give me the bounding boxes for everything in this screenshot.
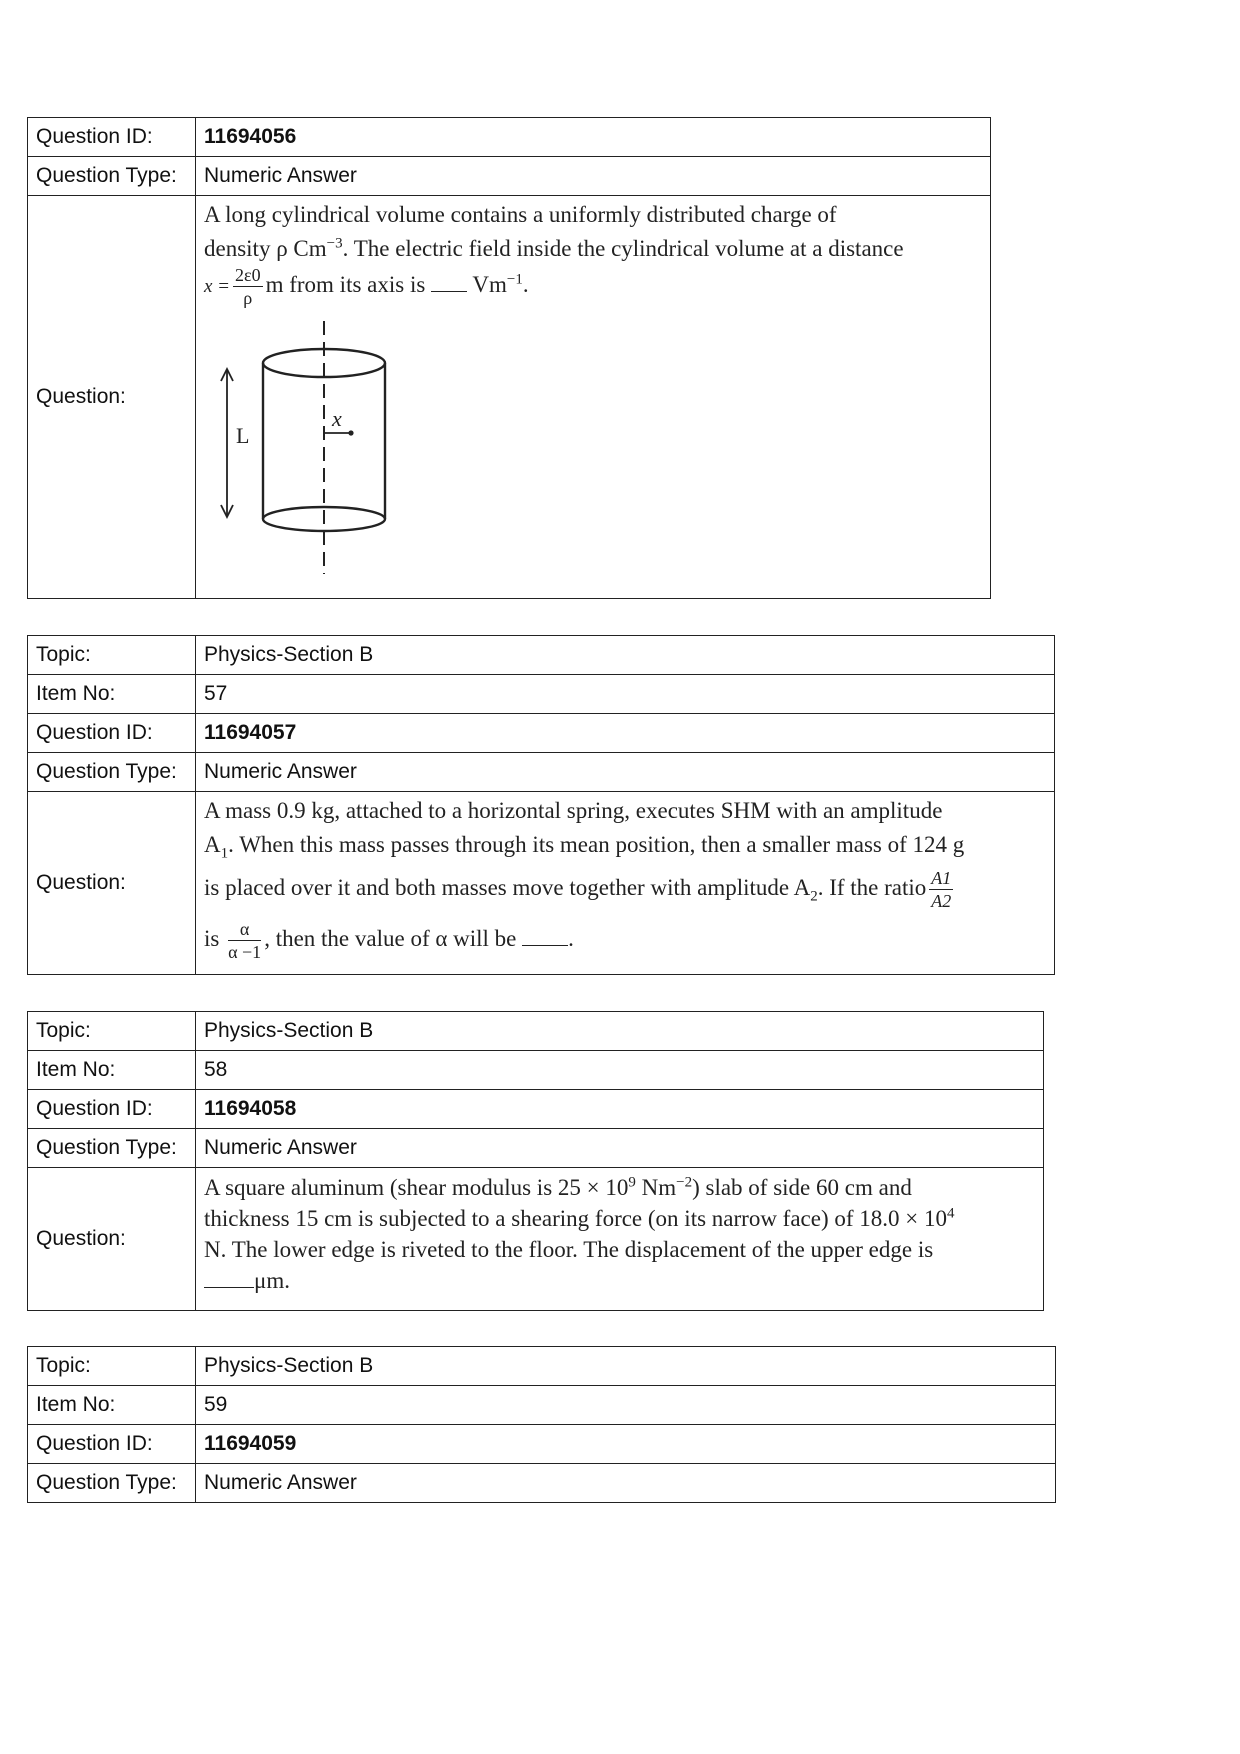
item-no-label: Item No:: [28, 675, 196, 714]
question-label: Question:: [28, 1168, 196, 1311]
item-no-value: 59: [196, 1386, 1056, 1425]
question-line: . When this mass passes through its mean position, then a smaller mass of 124 g: [228, 832, 965, 857]
item-no-label: Item No:: [28, 1051, 196, 1090]
item-no-value: 57: [196, 675, 1055, 714]
question-id-label: Question ID:: [28, 1425, 196, 1464]
question-text: [204, 198, 982, 307]
question-type-value: Numeric Answer: [196, 1129, 1044, 1168]
subscript: 1: [220, 845, 229, 862]
question-text: [204, 1172, 1035, 1296]
fraction: [233, 266, 263, 307]
question-id-label: Question ID:: [28, 118, 196, 157]
period: .: [522, 272, 529, 297]
fraction-denominator: ρ: [243, 288, 253, 309]
fraction-numerator: A1: [931, 868, 952, 889]
superscript: −2: [676, 1174, 693, 1191]
question-id-value: 11694058: [196, 1090, 1044, 1129]
question-line: A: [204, 832, 221, 857]
question-line: A square aluminum (shear modulus is 25 × 10: [204, 1175, 629, 1200]
question-body: [196, 1168, 1044, 1311]
question-type-value: Numeric Answer: [196, 157, 991, 196]
question-body: [196, 792, 1055, 975]
question-line: is: [204, 926, 220, 951]
question-id-value: 11694057: [196, 714, 1055, 753]
superscript: 4: [947, 1205, 955, 1222]
question-type-label: Question Type:: [28, 1464, 196, 1503]
superscript: −3: [326, 235, 343, 252]
label-x: x: [332, 406, 342, 432]
question-line: Nm: [635, 1175, 677, 1200]
question-line: m from its axis is: [265, 272, 426, 297]
item-no-value: 58: [196, 1051, 1044, 1090]
answer-blank: [204, 1286, 254, 1288]
fraction-numerator: α: [228, 920, 261, 941]
question-line: ) slab of side 60 cm and: [692, 1175, 912, 1200]
question-id-label: Question ID:: [28, 714, 196, 753]
fraction-denominator: A2: [931, 891, 952, 912]
unit: μm.: [254, 1268, 290, 1293]
question-text: [204, 794, 1046, 964]
question-type-label: Question Type:: [28, 753, 196, 792]
question-line: A mass 0.9 kg, attached to a horizontal spring, executes SHM with an amplitude: [204, 798, 943, 823]
question-line: is placed over it and both masses move together with amplitude A: [204, 875, 811, 900]
x-arrow-point: [348, 431, 353, 436]
question-table-2: [27, 635, 1055, 975]
period: .: [568, 926, 574, 951]
variable-x: x =: [204, 276, 231, 297]
item-no-label: Item No:: [28, 1386, 196, 1425]
topic-label: Topic:: [28, 1012, 196, 1051]
question-line: density ρ Cm: [204, 236, 327, 261]
question-line: thickness 15 cm is subjected to a shearing force (on its narrow face) of 18.0 × 10: [204, 1206, 947, 1231]
answer-blank: [522, 944, 568, 946]
question-label: Question:: [28, 792, 196, 975]
question-type-value: Numeric Answer: [196, 1464, 1056, 1503]
question-label: Question:: [28, 196, 196, 599]
question-line: N. The lower edge is riveted to the floor. The displacement of the upper edge is: [204, 1237, 934, 1262]
topic-label: Topic:: [28, 1347, 196, 1386]
question-table-4: [27, 1346, 1056, 1503]
alpha-fraction: [228, 920, 261, 961]
superscript: 9: [628, 1174, 636, 1191]
answer-blank: [431, 290, 467, 292]
subscript: 2: [810, 888, 818, 905]
ratio-fraction: [929, 869, 953, 910]
superscript: −1: [506, 271, 523, 288]
topic-value: Physics-Section B: [196, 1347, 1056, 1386]
question-line: . If the ratio: [817, 875, 927, 900]
unit: Vm: [472, 272, 507, 297]
question-table-3: [27, 1011, 1044, 1311]
question-id-value: 11694056: [196, 118, 991, 157]
question-type-value: Numeric Answer: [196, 753, 1055, 792]
question-line: . The electric field inside the cylindrical volume at a distance: [342, 236, 904, 261]
topic-value: Physics-Section B: [196, 636, 1055, 675]
question-line: , then the value of α will be: [264, 926, 517, 951]
fraction-numerator: 2ε0: [235, 265, 261, 286]
topic-label: Topic:: [28, 636, 196, 675]
question-id-value: 11694059: [196, 1425, 1056, 1464]
cylinder-diagram: [204, 319, 404, 579]
question-type-label: Question Type:: [28, 157, 196, 196]
question-line: A long cylindrical volume contains a uniformly distributed charge of: [204, 202, 837, 227]
question-id-label: Question ID:: [28, 1090, 196, 1129]
topic-value: Physics-Section B: [196, 1012, 1044, 1051]
question-table-1: [27, 117, 991, 599]
question-type-label: Question Type:: [28, 1129, 196, 1168]
fraction-denominator: α −1: [228, 942, 262, 963]
question-body: [196, 196, 991, 599]
label-L: L: [236, 423, 250, 449]
